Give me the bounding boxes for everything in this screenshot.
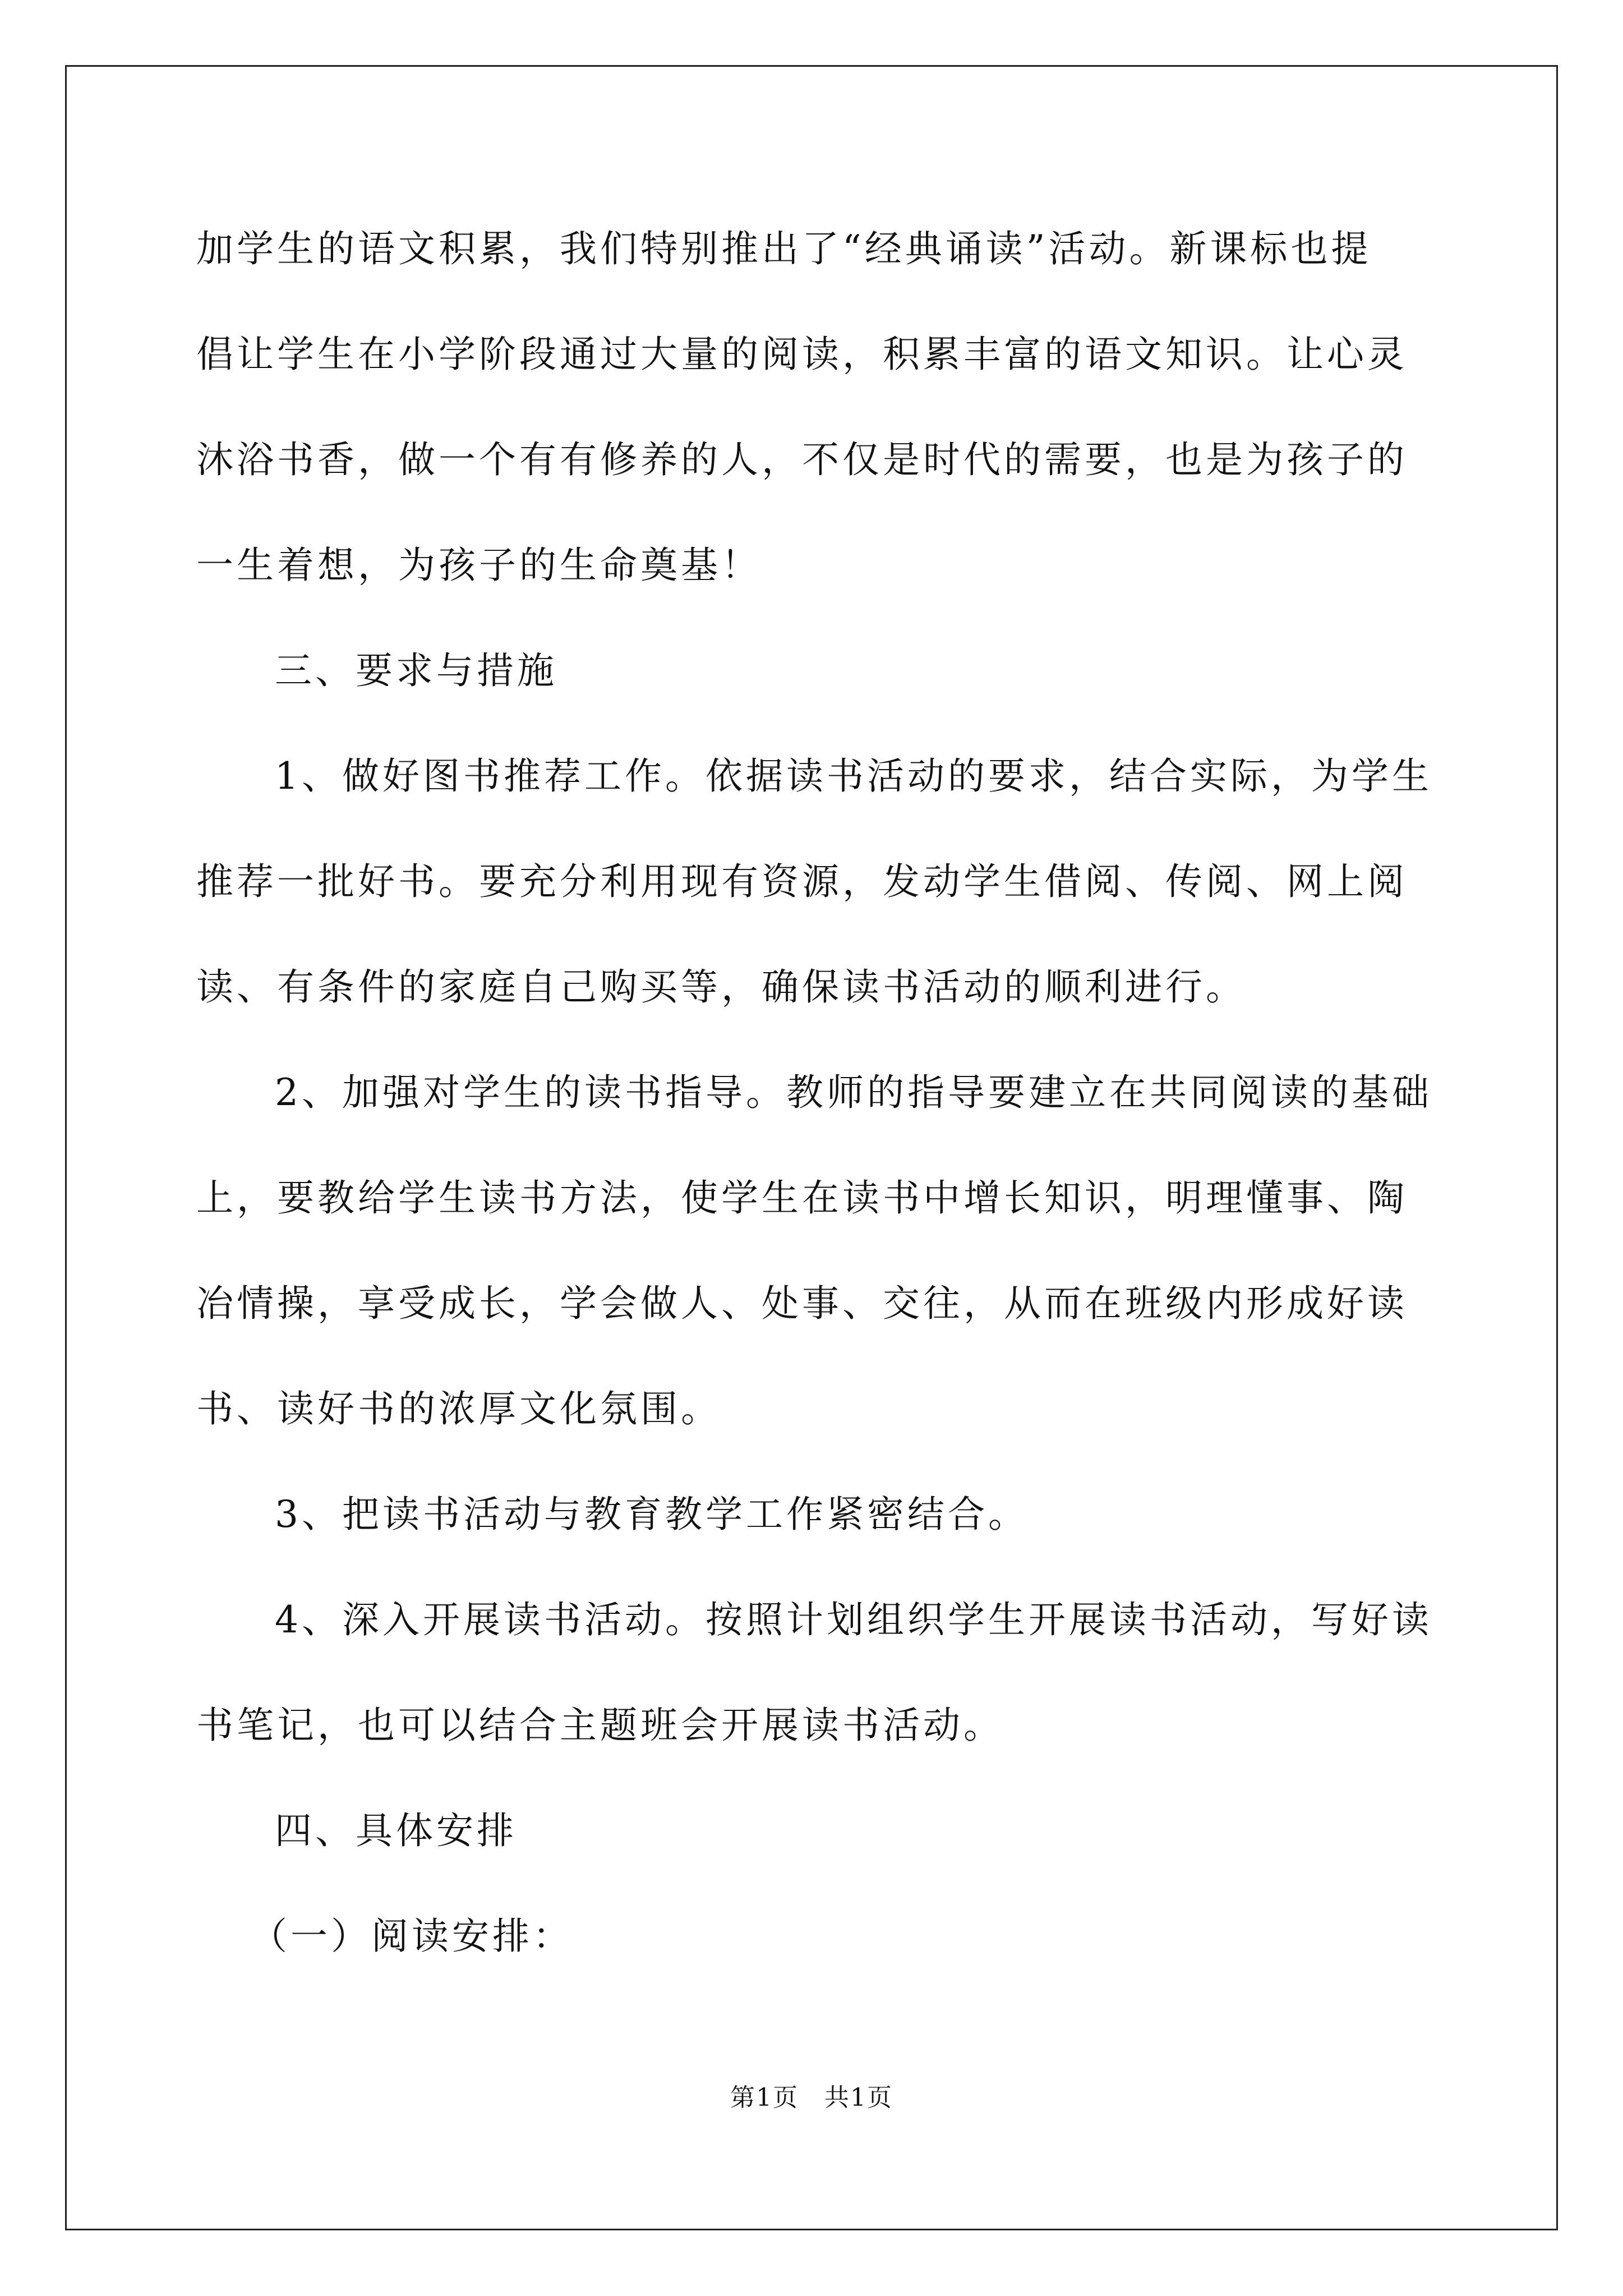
- paragraph-line: 书、读好书的浓厚文化氛围。: [196, 1387, 721, 1430]
- page-footer: 第1页 共1页: [730, 2083, 893, 2112]
- section-heading: 四、具体安排: [275, 1809, 517, 1852]
- paragraph-line: 加学生的语文积累，我们特别推出了“经典诵读”活动。新课标也提: [196, 227, 1372, 270]
- paragraph-line: 1、做好图书推荐工作。依据读书活动的要求，结合实际，为学生: [275, 754, 1432, 798]
- paragraph-line: 书笔记，也可以结合主题班会开展读书活动。: [196, 1704, 1004, 1747]
- paragraph-line: 读、有条件的家庭自己购买等，确保读书活动的顺利进行。: [196, 965, 1246, 1009]
- paragraph-line: 一生着想，为孩子的生命奠基！: [196, 544, 762, 587]
- section-heading: 三、要求与措施: [275, 649, 557, 692]
- subsection-heading: （一）阅读安排：: [250, 1915, 573, 1958]
- paragraph-line: 冶情操，享受成长，学会做人、处事、交往，从而在班级内形成好读: [196, 1282, 1408, 1325]
- paragraph-line: 沐浴书香，做一个有有修养的人，不仅是时代的需要，也是为孩子的: [196, 438, 1408, 481]
- paragraph-line: 倡让学生在小学阶段通过大量的阅读，积累丰富的语文知识。让心灵: [196, 333, 1408, 376]
- paragraph-line: 推荐一批好书。要充分利用现有资源，发动学生借阅、传阅、网上阅: [196, 860, 1408, 903]
- paragraph-line: 上，要教给学生读书方法，使学生在读书中增长知识，明理懂事、陶: [196, 1176, 1408, 1220]
- paragraph-line: 2、加强对学生的读书指导。教师的指导要建立在共同阅读的基础: [275, 1071, 1432, 1114]
- paragraph-line: 4、深入开展读书活动。按照计划组织学生开展读书活动，写好读: [275, 1598, 1432, 1641]
- document-body: [196, 196, 1430, 1989]
- paragraph-line: 3、把读书活动与教育教学工作紧密结合。: [275, 1493, 1029, 1536]
